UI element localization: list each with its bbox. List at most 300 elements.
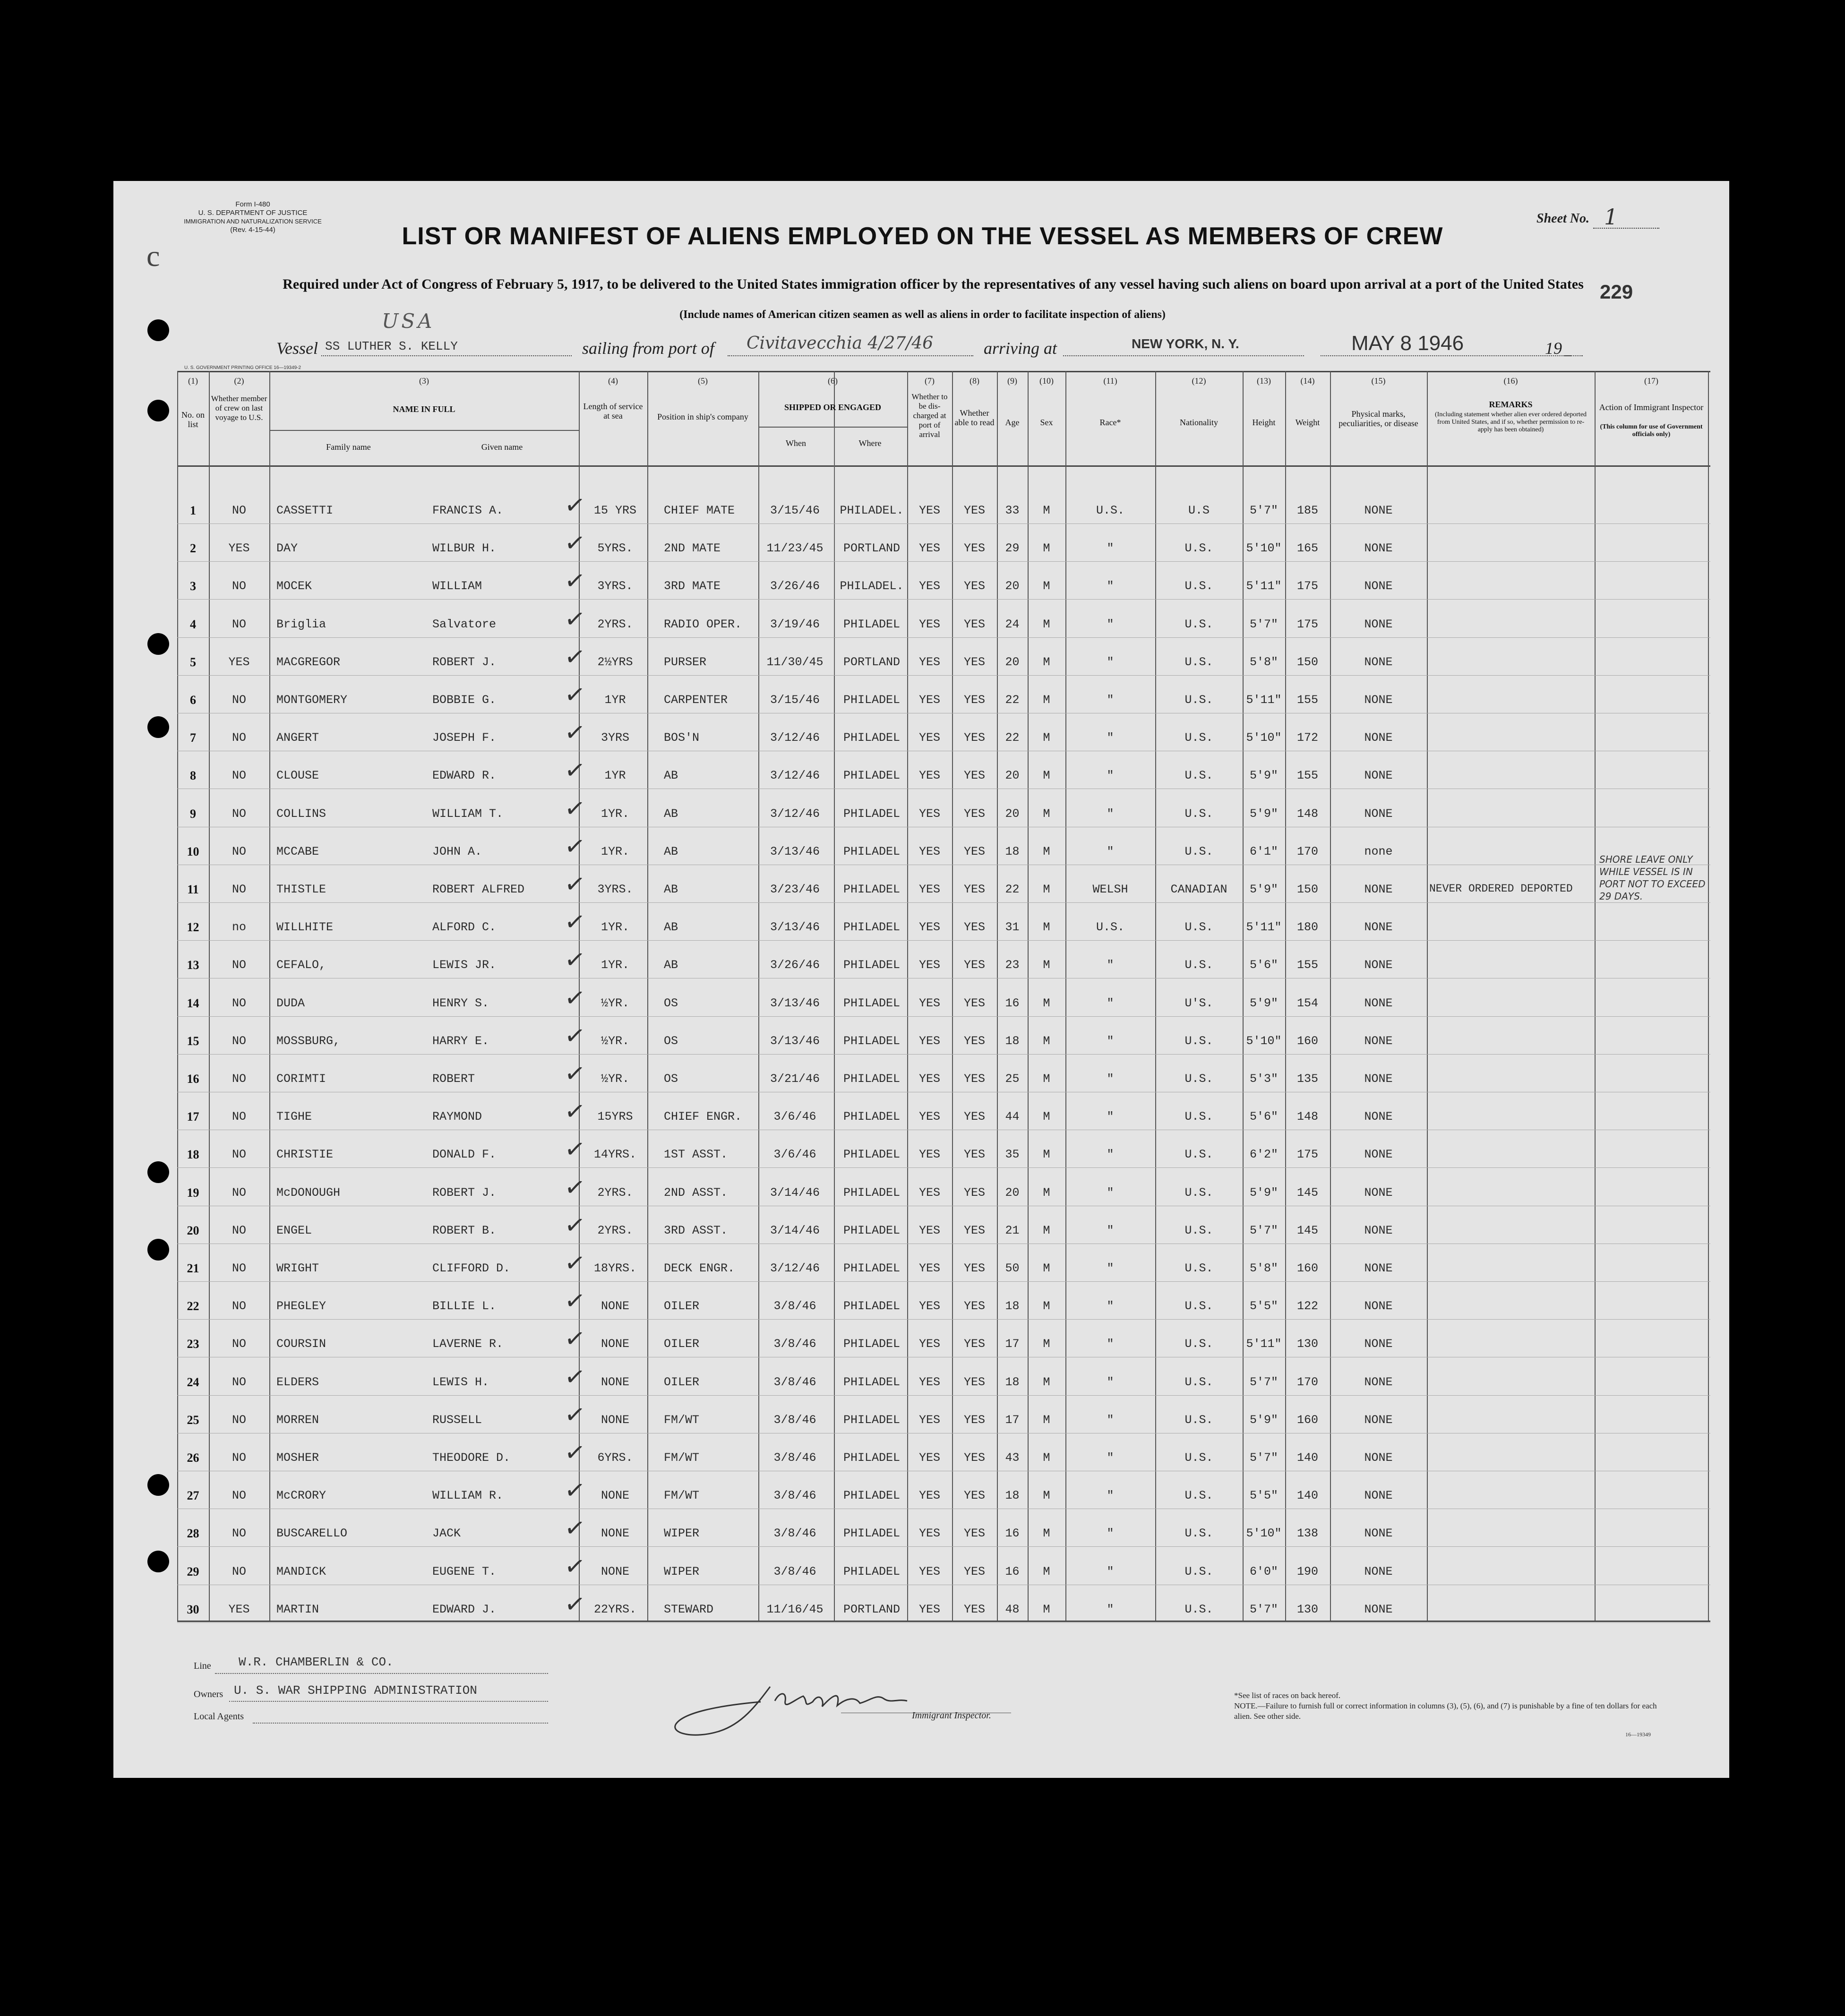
cell-discharged: YES: [918, 1261, 940, 1275]
cell-when: 3/26/46: [770, 958, 820, 972]
cell-given: RUSSELL: [432, 1413, 482, 1427]
cell-position: OS: [664, 1072, 678, 1086]
cell-given: FRANCIS A.: [432, 504, 504, 517]
cell-when: 3/15/46: [770, 693, 820, 707]
cell-age: 18: [1005, 1034, 1020, 1048]
cell-discharged: YES: [918, 806, 940, 821]
cell-weight: 145: [1296, 1223, 1318, 1237]
cell-nationality: U.S.: [1184, 655, 1213, 669]
cell-position: STEWARD: [664, 1602, 714, 1616]
cell-age: 16: [1005, 1527, 1020, 1541]
cell-given: ROBERT ALFRED: [432, 883, 525, 896]
cell-member: NO: [232, 1110, 246, 1124]
cell-physical: NONE: [1364, 1527, 1393, 1541]
check-mark-icon: ✓: [563, 603, 587, 635]
punch-hole: [147, 1474, 169, 1496]
cell-height: 5'5": [1249, 1299, 1278, 1313]
cell-physical: NONE: [1364, 693, 1393, 707]
cell-height: 6'1": [1249, 844, 1278, 858]
cell-service: 3YRS.: [597, 883, 633, 896]
inspector-label: Immigrant Inspector.: [912, 1710, 991, 1721]
cell-height: 5'10": [1246, 731, 1282, 745]
cell-sex: M: [1043, 1489, 1050, 1503]
check-mark-icon: ✓: [563, 944, 587, 976]
cell-family: BUSCARELLO: [276, 1527, 348, 1541]
cell-when: 3/8/46: [773, 1489, 816, 1503]
cell-given: LEWIS H.: [432, 1375, 489, 1389]
cell-given: CLIFFORD D.: [432, 1261, 511, 1275]
cell-physical: NONE: [1364, 996, 1393, 1010]
cell-sex: M: [1043, 1034, 1050, 1048]
cell-discharged: YES: [918, 844, 940, 858]
cell-no: 23: [187, 1337, 199, 1351]
cell-nationality: U'S.: [1184, 996, 1213, 1010]
cell-nationality: U.S.: [1184, 1527, 1213, 1541]
cell-service: 5YRS.: [597, 541, 633, 556]
cell-race: ": [1107, 1337, 1114, 1351]
cell-physical: NONE: [1364, 1451, 1393, 1465]
cell-read: YES: [963, 731, 985, 745]
check-mark-icon: ✓: [563, 1399, 587, 1431]
cell-given: JACK: [432, 1527, 461, 1541]
sailing-line: [728, 355, 973, 356]
cell-when: 3/14/46: [770, 1185, 820, 1200]
cell-given: LAVERNE R.: [432, 1337, 504, 1351]
cell-where: PHILADEL: [843, 1148, 901, 1162]
cell-where: PHILADEL: [843, 1489, 901, 1503]
cell-family: COURSIN: [276, 1337, 326, 1351]
cell-when: 3/13/46: [770, 996, 820, 1010]
cell-no: 13: [187, 958, 199, 972]
cell-weight: 155: [1296, 769, 1318, 783]
cell-weight: 155: [1296, 693, 1318, 707]
cell-service: 14YRS.: [593, 1148, 636, 1162]
cell-race: ": [1107, 1110, 1114, 1124]
cell-read: YES: [963, 806, 985, 821]
row-rule: [177, 637, 1710, 638]
cell-race: ": [1107, 1489, 1114, 1503]
cell-height: 6'0": [1249, 1564, 1278, 1578]
cell-height: 5'10": [1246, 1034, 1282, 1048]
cell-race: ": [1107, 693, 1114, 707]
name-subheader-line: [269, 430, 579, 431]
cell-service: 15YRS: [597, 1110, 633, 1124]
line-underline: [215, 1673, 548, 1674]
row-rule: [177, 1054, 1710, 1055]
cell-where: PHILADEL: [843, 1337, 901, 1351]
cell-read: YES: [963, 1413, 985, 1427]
header-sex: Sex: [1040, 418, 1053, 427]
cell-height: 5'11": [1246, 693, 1282, 707]
check-mark-icon: ✓: [563, 1475, 587, 1506]
cell-position: CHIEF MATE: [664, 504, 735, 517]
cell-race: ": [1107, 1527, 1114, 1541]
cell-when: 3/21/46: [770, 1072, 820, 1086]
cell-member: NO: [232, 1072, 246, 1086]
cell-discharged: YES: [918, 1527, 940, 1541]
cell-member: NO: [232, 1375, 246, 1389]
arriving-line: [1063, 355, 1304, 356]
cell-physical: NONE: [1364, 883, 1393, 896]
col-number: (9): [1007, 376, 1017, 386]
cell-sex: M: [1043, 693, 1050, 707]
cell-read: YES: [963, 1072, 985, 1086]
cell-read: YES: [963, 883, 985, 896]
include-note: (Include names of American citizen seamen as well as aliens in order to facilitate inspection of aliens): [679, 309, 1166, 321]
cell-family: PHEGLEY: [276, 1299, 326, 1313]
cell-race: ": [1107, 617, 1114, 631]
cell-no: 28: [187, 1527, 199, 1541]
cell-nationality: U.S.: [1184, 1185, 1213, 1200]
check-mark-icon: ✓: [563, 1210, 587, 1241]
cell-where: PORTLAND: [843, 1602, 901, 1616]
cell-where: PHILADEL: [843, 1110, 901, 1124]
cell-weight: 175: [1296, 617, 1318, 631]
check-mark-icon: ✓: [563, 869, 587, 900]
cell-height: 5'11": [1246, 920, 1282, 935]
check-mark-icon: ✓: [563, 793, 587, 824]
cell-race: U.S.: [1096, 920, 1124, 935]
header-where: Where: [858, 438, 882, 448]
cell-discharged: YES: [918, 1072, 940, 1086]
cell-position: RADIO OPER.: [664, 617, 742, 631]
cell-race: ": [1107, 1299, 1114, 1313]
cell-position: 3RD ASST.: [664, 1223, 728, 1237]
cell-service: 1YR.: [601, 958, 629, 972]
cell-weight: 148: [1296, 806, 1318, 821]
cell-when: 3/12/46: [770, 1261, 820, 1275]
cell-no: 1: [190, 504, 196, 517]
cell-no: 20: [187, 1223, 199, 1237]
cell-position: 3RD MATE: [664, 579, 721, 593]
col-number: (2): [234, 376, 244, 386]
check-mark-icon: ✓: [563, 907, 587, 938]
check-mark-icon: ✓: [563, 982, 587, 1014]
cell-family: MORREN: [276, 1413, 319, 1427]
check-mark-icon: ✓: [563, 642, 587, 673]
cell-discharged: YES: [918, 693, 940, 707]
cell-discharged: YES: [918, 1223, 940, 1237]
cell-position: BOS'N: [664, 731, 700, 745]
check-mark-icon: ✓: [563, 1096, 587, 1127]
cell-member: NO: [232, 504, 246, 517]
cell-where: PHILADEL: [843, 1527, 901, 1541]
cell-where: PHILADEL.: [840, 579, 904, 593]
cell-no: 11: [187, 883, 199, 896]
header-nationality: Nationality: [1180, 418, 1218, 427]
cell-where: PHILADEL: [843, 1375, 901, 1389]
cell-discharged: YES: [918, 504, 940, 517]
cell-position: 2ND ASST.: [664, 1185, 728, 1200]
cell-physical: NONE: [1364, 617, 1393, 631]
cell-family: MOCEK: [276, 579, 312, 593]
cell-physical: NONE: [1364, 1489, 1393, 1503]
footnotes: [1234, 1690, 1659, 1722]
header-bottom-border: [177, 465, 1710, 467]
cell-sex: M: [1043, 731, 1050, 745]
cell-no: 21: [187, 1261, 199, 1275]
cell-position: PURSER: [664, 655, 707, 669]
cell-read: YES: [963, 958, 985, 972]
header-family-name: Family name: [326, 442, 371, 452]
form-number: Form I-480: [235, 200, 270, 208]
cell-nationality: U.S.: [1184, 1148, 1213, 1162]
cell-nationality: U.S.: [1184, 844, 1213, 858]
cell-family: McCRORY: [276, 1489, 326, 1503]
cell-when: 3/8/46: [773, 1337, 816, 1351]
header-action-inspector: Action of Immigrant Inspector: [1599, 403, 1704, 412]
cell-weight: 172: [1296, 731, 1318, 745]
form-service: IMMIGRATION AND NATURALIZATION SERVICE: [184, 218, 322, 225]
cell-age: 20: [1005, 1185, 1020, 1200]
cell-member: NO: [232, 958, 246, 972]
cell-where: PHILADEL: [843, 769, 901, 783]
check-mark-icon: ✓: [563, 1172, 587, 1203]
cell-service: 6YRS.: [597, 1451, 633, 1465]
cell-family: CLOUSE: [276, 769, 319, 783]
cell-where: PHILADEL: [843, 693, 901, 707]
cell-family: CHRISTIE: [276, 1148, 334, 1162]
cell-height: 5'7": [1249, 617, 1278, 631]
cell-physical: NONE: [1364, 731, 1393, 745]
cell-weight: 140: [1296, 1451, 1318, 1465]
cell-discharged: YES: [918, 617, 940, 631]
sailing-port: Civitavecchia 4/27/46: [747, 334, 934, 353]
cell-service: 1YR: [604, 693, 626, 707]
cell-member: NO: [232, 1337, 246, 1351]
cell-weight: 130: [1296, 1602, 1318, 1616]
cell-nationality: U.S.: [1184, 1413, 1213, 1427]
cell-member: NO: [232, 1451, 246, 1465]
cell-position: AB: [664, 883, 678, 896]
cell-weight: 190: [1296, 1564, 1318, 1578]
cell-family: WRIGHT: [276, 1261, 319, 1275]
cell-discharged: YES: [918, 579, 940, 593]
cell-age: 18: [1005, 844, 1020, 858]
cell-age: 16: [1005, 1564, 1020, 1578]
cell-age: 25: [1005, 1072, 1020, 1086]
cell-given: DONALD F.: [432, 1148, 497, 1162]
cell-given: BOBBIE G.: [432, 693, 497, 707]
cell-no: 17: [187, 1110, 199, 1124]
owners-underline: [229, 1701, 548, 1702]
row-rule: [177, 523, 1710, 524]
arriving-port: NEW YORK, N. Y.: [1132, 336, 1239, 351]
cell-height: 5'6": [1249, 1110, 1278, 1124]
cell-where: PHILADEL: [843, 920, 901, 935]
cell-age: 20: [1005, 769, 1020, 783]
cell-where: PHILADEL: [843, 1034, 901, 1048]
cell-when: 3/13/46: [770, 1034, 820, 1048]
cell-read: YES: [963, 844, 985, 858]
cell-race: ": [1107, 844, 1114, 858]
check-mark-icon: ✓: [563, 1248, 587, 1279]
cell-service: NONE: [601, 1375, 629, 1389]
cell-race: ": [1107, 769, 1114, 783]
cell-nationality: U.S: [1188, 504, 1210, 517]
sheet-line: [1593, 228, 1659, 229]
cell-weight: 122: [1296, 1299, 1318, 1313]
col-number: (12): [1192, 376, 1206, 386]
cell-position: WIPER: [664, 1527, 700, 1541]
punch-hole: [147, 716, 169, 738]
cell-nationality: U.S.: [1184, 1299, 1213, 1313]
cell-read: YES: [963, 655, 985, 669]
cell-sex: M: [1043, 541, 1050, 556]
cell-nationality: U.S.: [1184, 1489, 1213, 1503]
cell-given: JOSEPH F.: [432, 731, 497, 745]
cell-given: HARRY E.: [432, 1034, 489, 1048]
check-mark-icon: ✓: [563, 717, 587, 748]
cell-age: 50: [1005, 1261, 1020, 1275]
cell-service: NONE: [601, 1527, 629, 1541]
cell-age: 20: [1005, 579, 1020, 593]
cell-physical: NONE: [1364, 1072, 1393, 1086]
cell-given: RAYMOND: [432, 1110, 482, 1124]
cell-discharged: YES: [918, 1413, 940, 1427]
cell-family: CASSETTI: [276, 504, 334, 517]
cell-where: PHILADEL: [843, 844, 901, 858]
cell-weight: 160: [1296, 1261, 1318, 1275]
cell-height: 6'2": [1249, 1148, 1278, 1162]
cell-no: 2: [190, 541, 196, 556]
check-mark-icon: ✓: [563, 831, 587, 862]
check-mark-icon: ✓: [563, 528, 587, 559]
cell-when: 3/6/46: [773, 1110, 816, 1124]
cell-physical: NONE: [1364, 1261, 1393, 1275]
cell-read: YES: [963, 1148, 985, 1162]
cell-sex: M: [1043, 958, 1050, 972]
cell-no: 10: [187, 844, 199, 858]
cell-physical: NONE: [1364, 1375, 1393, 1389]
row-rule: [177, 1016, 1710, 1017]
cell-given: ROBERT: [432, 1072, 475, 1086]
cell-member: NO: [232, 769, 246, 783]
col-number: (15): [1371, 376, 1386, 386]
cell-discharged: YES: [918, 1564, 940, 1578]
cell-no: 18: [187, 1148, 199, 1162]
cell-given: LEWIS JR.: [432, 958, 497, 972]
cell-member: no: [232, 920, 246, 935]
cell-given: Salvatore: [432, 617, 497, 631]
cell-physical: NONE: [1364, 541, 1393, 556]
requirement-text: Required under Act of Congress of February 5, 1917, to be delivered to the United States immigration officer by the representatives of any vessel having such aliens on board upon arrival at a port of the United States: [283, 276, 1584, 292]
row-rule: [177, 1167, 1710, 1168]
cell-physical: NONE: [1364, 1148, 1393, 1162]
header-remarks: REMARKS: [1489, 400, 1533, 409]
header-weight: Weight: [1295, 418, 1320, 427]
cell-position: AB: [664, 769, 678, 783]
cell-discharged: YES: [918, 1185, 940, 1200]
header-no-on-list: No. on list: [181, 410, 205, 429]
cell-age: 16: [1005, 996, 1020, 1010]
cell-where: PHILADEL: [843, 1564, 901, 1578]
cell-where: PHILADEL: [843, 1413, 901, 1427]
cell-nationality: U.S.: [1184, 1564, 1213, 1578]
header-height: Height: [1252, 418, 1276, 427]
col-number: (5): [698, 376, 708, 386]
cell-height: 5'11": [1246, 1337, 1282, 1351]
cell-where: PHILADEL: [843, 1261, 901, 1275]
cell-given: THEODORE D.: [432, 1451, 511, 1465]
vessel-line: [321, 355, 572, 356]
sheet-label: Sheet No.: [1536, 211, 1589, 226]
cell-family: CEFALO,: [276, 958, 326, 972]
cell-sex: M: [1043, 1110, 1050, 1124]
cell-when: 3/14/46: [770, 1223, 820, 1237]
cell-where: PHILADEL.: [840, 504, 904, 517]
cell-nationality: U.S.: [1184, 1261, 1213, 1275]
cell-height: 5'9": [1249, 769, 1278, 783]
cell-family: ENGEL: [276, 1223, 312, 1237]
cell-no: 24: [187, 1375, 199, 1389]
cell-member: NO: [232, 1564, 246, 1578]
cell-when: 3/8/46: [773, 1375, 816, 1389]
cell-service: NONE: [601, 1299, 629, 1313]
cell-age: 17: [1005, 1337, 1020, 1351]
cell-nationality: U.S.: [1184, 693, 1213, 707]
cell-given: HENRY S.: [432, 996, 489, 1010]
cell-family: MONTGOMERY: [276, 693, 348, 707]
cell-where: PHILADEL: [843, 1299, 901, 1313]
cell-discharged: YES: [918, 541, 940, 556]
cell-given: WILLIAM R.: [432, 1489, 504, 1503]
col-number: (1): [188, 376, 198, 386]
cell-read: YES: [963, 1451, 985, 1465]
cell-when: 3/23/46: [770, 883, 820, 896]
cell-weight: 160: [1296, 1413, 1318, 1427]
header-shipped-engaged: SHIPPED OR ENGAGED: [784, 403, 882, 412]
cell-position: OILER: [664, 1299, 700, 1313]
cell-weight: 165: [1296, 541, 1318, 556]
cell-where: PHILADEL: [843, 883, 901, 896]
cell-member: NO: [232, 806, 246, 821]
cell-weight: 150: [1296, 883, 1318, 896]
header-action-note: (This column for use of Government officials only): [1600, 423, 1703, 438]
cell-age: 43: [1005, 1451, 1020, 1465]
cell-discharged: YES: [918, 1034, 940, 1048]
cell-nationality: U.S.: [1184, 1375, 1213, 1389]
cell-age: 22: [1005, 731, 1020, 745]
cell-member: YES: [228, 655, 250, 669]
cell-when: 3/13/46: [770, 844, 820, 858]
cell-no: 3: [190, 579, 196, 593]
cell-race: ": [1107, 1223, 1114, 1237]
cell-nationality: U.S.: [1184, 1451, 1213, 1465]
cell-member: NO: [232, 1527, 246, 1541]
cell-sex: M: [1043, 996, 1050, 1010]
cell-discharged: YES: [918, 996, 940, 1010]
cell-discharged: YES: [918, 883, 940, 896]
cell-sex: M: [1043, 1185, 1050, 1200]
cell-sex: M: [1043, 1148, 1050, 1162]
cell-sex: M: [1043, 1451, 1050, 1465]
cell-no: 19: [187, 1185, 199, 1200]
check-mark-icon: ✓: [563, 1058, 587, 1089]
cell-discharged: YES: [918, 1375, 940, 1389]
cell-weight: 180: [1296, 920, 1318, 935]
check-mark-icon: ✓: [563, 1361, 587, 1393]
cell-age: 35: [1005, 1148, 1020, 1162]
vessel-name: SS LUTHER S. KELLY: [325, 339, 458, 353]
cell-position: OILER: [664, 1337, 700, 1351]
cell-member: NO: [232, 1185, 246, 1200]
check-mark-icon: ✓: [563, 755, 587, 787]
cell-given: WILBUR H.: [432, 541, 497, 556]
cell-physical: NONE: [1364, 1299, 1393, 1313]
cell-family: MACGREGOR: [276, 655, 341, 669]
cell-sex: M: [1043, 1299, 1050, 1313]
